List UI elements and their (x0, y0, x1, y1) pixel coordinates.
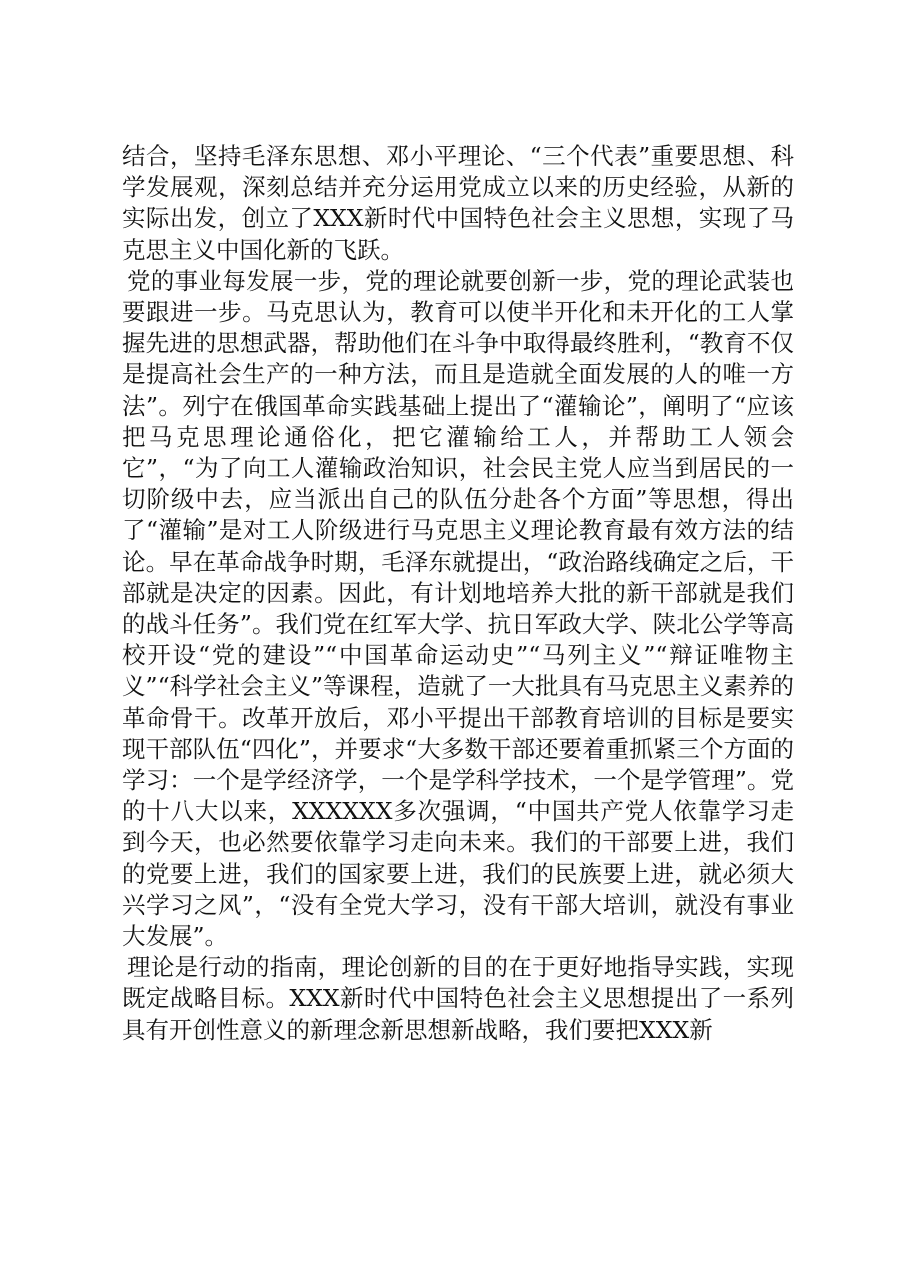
paragraph-2: 党的事业每发展一步，党的理论就要创新一步，党的理论武装也要跟进一步。马克思认为，教育可以使半开化和未开化的工人掌握先进的思想武器，帮助他们在斗争中取得最终胜利，“教育不仅是提高社会生产的一种方法，而且是造就全面发展的人的唯一方法”。列宁在俄国革命实践基础上提出了“灌输论”，阐明了“应该把马克思理论通俗化，把它灌输给工人，并帮助工人领会它”，“为了向工人灌输政治知识，社会民主党人应当到居民的一切阶级中去，应当派出自己的队伍分赴各个方面”等思想，得出了“灌输”是对工人阶级进行马克思主义理论教育最有效方法的结论。早在革命战争时期，毛泽东就提出，“政治路线确定之后，干部就是决定的因素。因此，有计划地培养大批的新干部就是我们的战斗任务”。我们党在红军大学、抗日军政大学、陕北公学等高校开设“党的建设”“中国革命运动史”“马列主义”“辩证唯物主义”“科学社会主义”等课程，造就了一大批具有马克思主义素养的革命骨干。改革开放后，邓小平提出干部教育培训的目标是要实现干部队伍“四化”，并要求“大多数干部还要着重抓紧三个方面的学习：一个是学经济学，一个是学科学技术，一个是学管理”。党的十八大以来，XXXXXX多次强调，“中国共产党人依靠学习走到今天，也必然要依靠学习走向未来。我们的干部要上进，我们的党要上进，我们的国家要上进，我们的民族要上进，就必须大兴学习之风”，“没有全党大学习，没有干部大培训，就没有事业大发展”。 (122, 266, 794, 951)
paragraph-3: 理论是行动的指南，理论创新的目的在于更好地指导实践，实现既定战略目标。XXX新时代中国特色社会主义思想提出了一系列具有开创性意义的新理念新思想新战略，我们要把XXX新 (122, 953, 794, 1044)
paragraph-1: 结合，坚持毛泽东思想、邓小平理论、“三个代表”重要思想、科学发展观，深刻总结并充分运用党成立以来的历史经验，从新的实际出发，创立了XXX新时代中国特色社会主义思想，实现了马克思主义中国化新的飞跃。 (122, 142, 794, 264)
document-body (122, 141, 794, 1046)
